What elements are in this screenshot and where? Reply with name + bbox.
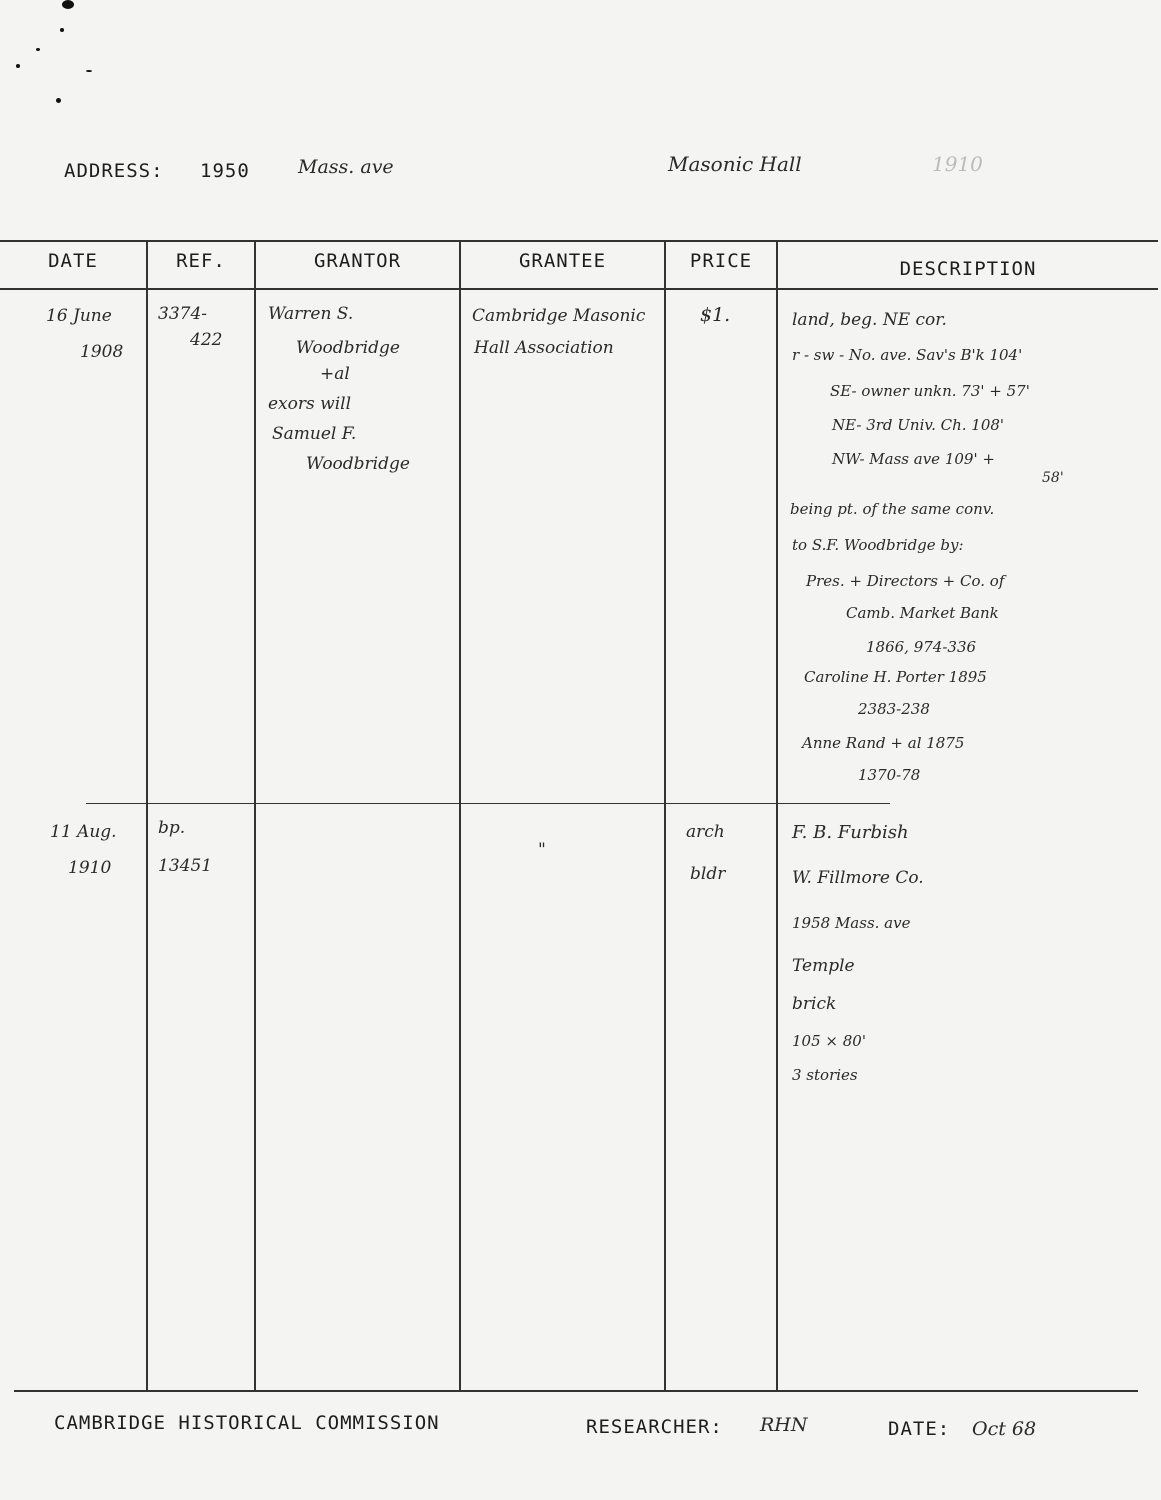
researcher-value: RHN — [760, 1414, 808, 1436]
description-line: SE- owner unkn. 73' + 57' — [830, 382, 1030, 400]
entry-ref: bp. — [158, 818, 186, 838]
column-header-price: PRICE — [689, 250, 753, 272]
column-header-grantor: GRANTOR — [313, 250, 402, 272]
column-divider — [459, 240, 461, 1390]
grantor-line: Samuel F. — [272, 424, 357, 444]
entry-ref: 13451 — [158, 856, 213, 876]
column-header-date: DATE — [48, 250, 98, 272]
description-line: Pres. + Directors + Co. of — [806, 572, 1005, 590]
grantor-line: Woodbridge — [306, 454, 410, 474]
year-note: 1910 — [932, 152, 983, 176]
description-line: Temple — [792, 956, 855, 976]
researcher-label: RESEARCHER: — [586, 1416, 723, 1438]
entry-date-day: 16 June — [46, 306, 112, 326]
entry-grantee: Cambridge Masonic — [472, 306, 646, 326]
description-line: NW- Mass ave 109' + — [832, 450, 995, 468]
description-line: 1370-78 — [858, 766, 921, 784]
description-line: 1866, 974-336 — [866, 638, 977, 656]
description-line: F. B. Furbish — [792, 822, 909, 843]
date-value: Oct 68 — [972, 1418, 1037, 1440]
ink-speck — [86, 70, 92, 72]
description-line: 1958 Mass. ave — [792, 914, 911, 932]
row-divider — [86, 803, 890, 804]
description-line: NE- 3rd Univ. Ch. 108' — [832, 416, 1005, 434]
description-line: W. Fillmore Co. — [792, 868, 924, 888]
entry-grantee: Hall Association — [474, 338, 614, 358]
description-line: 105 × 80' — [792, 1032, 866, 1050]
entry-date-day: 11 Aug. — [50, 822, 117, 842]
table-top-rule — [0, 240, 1158, 242]
grantor-line: Warren S. — [268, 304, 354, 324]
grantor-line: exors will — [268, 394, 351, 414]
entry-price: $1. — [700, 304, 731, 326]
entry-price: bldr — [690, 864, 726, 884]
date-label: DATE: — [888, 1418, 951, 1440]
column-header-description: DESCRIPTION — [899, 258, 1037, 280]
description-line: 2383-238 — [858, 700, 930, 718]
description-line: r - sw - No. ave. Sav's B'k 104' — [792, 346, 1023, 364]
entry-price: arch — [686, 822, 725, 842]
description-line: Anne Rand + al 1875 — [802, 734, 965, 752]
ink-speck — [62, 0, 74, 9]
description-line: 3 stories — [792, 1066, 858, 1084]
column-divider — [776, 240, 778, 1390]
address-label: ADDRESS: — [64, 160, 164, 182]
building-name: Masonic Hall — [668, 152, 802, 176]
entry-date-year: 1910 — [68, 858, 112, 878]
entry-date-year: 1908 — [80, 342, 124, 362]
description-line: 58' — [1042, 470, 1064, 486]
entry-ref: 422 — [190, 330, 223, 350]
table-bottom-rule — [14, 1390, 1138, 1392]
ink-speck — [36, 48, 40, 51]
grantor-line: Woodbridge — [296, 338, 400, 358]
description-line: being pt. of the same conv. — [790, 500, 995, 518]
column-header-grantee: GRANTEE — [518, 250, 607, 272]
column-divider — [146, 240, 148, 1390]
description-line: brick — [792, 994, 837, 1014]
entry-grantee: " — [538, 840, 546, 860]
grantor-line: +al — [320, 364, 350, 384]
column-header-ref: REF. — [176, 250, 226, 272]
description-line: Camb. Market Bank — [846, 604, 999, 622]
description-line: land, beg. NE cor. — [792, 310, 947, 330]
column-divider — [254, 240, 256, 1390]
address-street: Mass. ave — [298, 156, 394, 178]
entry-ref: 3374- — [158, 304, 208, 324]
address-number: 1950 — [200, 160, 250, 182]
header-bottom-rule — [0, 288, 1158, 290]
column-divider — [664, 240, 666, 1390]
commission-name: CAMBRIDGE HISTORICAL COMMISSION — [54, 1412, 440, 1434]
ink-speck — [60, 28, 64, 32]
description-line: Caroline H. Porter 1895 — [804, 668, 987, 686]
ink-speck — [16, 64, 20, 68]
ink-speck — [56, 98, 61, 103]
description-line: to S.F. Woodbridge by: — [792, 536, 964, 554]
